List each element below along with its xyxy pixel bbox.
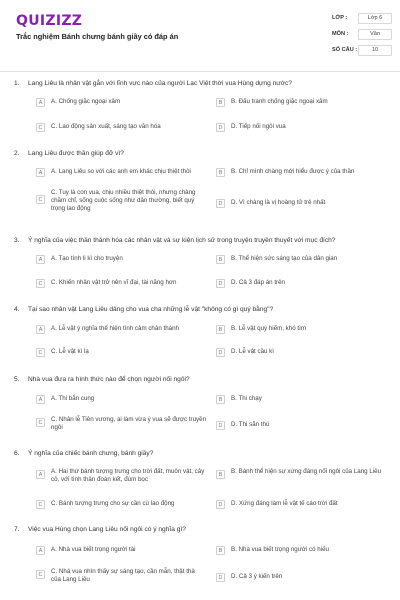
meta-grade	[332, 12, 392, 24]
question-7	[14, 524, 384, 534]
option-letter-box: A	[36, 168, 45, 177]
option-4b[interactable]	[216, 325, 386, 334]
option-letter-box: C	[36, 195, 45, 204]
option-letter-box: D	[216, 199, 225, 208]
question-text: Ý nghĩa của việc thần thánh hóa các nhân vật và sự kiện lịch sử trong truyện truyền thuyết với mục đích?	[28, 236, 336, 244]
option-text: C. Nhân lễ Tiên vương, ai làm vừa ý vua sẽ được truyền ngôi	[51, 416, 207, 431]
option-7b[interactable]	[216, 546, 386, 555]
meta-count	[332, 44, 392, 56]
question-number: 5.	[14, 375, 20, 383]
worksheet-header	[0, 0, 400, 72]
meta-grade-label: LỚP :	[332, 15, 348, 21]
option-2c[interactable]	[36, 189, 206, 213]
option-text: A. Thi bắn cung	[51, 395, 95, 402]
option-4a[interactable]	[36, 325, 212, 334]
option-text: C. Nhà vua nhìn thấy sự sáng tạo, cần mẫn, thật thà của Lang Liêu	[51, 568, 195, 583]
option-letter-box: B	[216, 255, 225, 264]
option-text: D. Tiếp nối ngôi vua	[231, 123, 286, 130]
option-6a[interactable]	[36, 468, 210, 484]
option-6b[interactable]	[216, 468, 386, 479]
question-text: Nhà vua đưa ra hình thức nào để chọn người nối ngôi?	[28, 375, 190, 383]
question-text: Lang Liêu là nhân vật gắn với lĩnh vực nào của người Lạc Việt thời vua Hùng dựng nước?	[28, 79, 292, 87]
meta-grade-value: Lớp 6	[358, 13, 392, 24]
option-2d[interactable]	[216, 199, 386, 208]
option-text: B. Thể hiện sức sáng tạo của dân gian	[231, 255, 338, 262]
option-letter-box: A	[36, 470, 45, 479]
meta-count-label: SỐ CÂU :	[332, 47, 358, 53]
option-text: A. Chống giặc ngoại xâm	[51, 98, 121, 105]
option-text: D. Cả 3 ý kiến trên	[231, 573, 283, 580]
question-number: 4.	[14, 305, 20, 313]
option-6c[interactable]	[36, 500, 206, 509]
option-text: A. Lang Liêu so với các anh em khác chịu thiệt thòi	[51, 168, 191, 175]
option-1c[interactable]	[36, 123, 206, 132]
question-number: 3.	[14, 236, 20, 244]
option-5d[interactable]	[216, 421, 386, 430]
option-6d[interactable]	[216, 500, 386, 509]
option-letter-box: A	[36, 395, 45, 404]
option-letter-box: B	[216, 546, 225, 555]
option-letter-box: A	[36, 325, 45, 334]
option-text: B. Lễ vật quý hiếm, khó tìm	[231, 325, 306, 332]
option-letter-box: B	[216, 168, 225, 177]
meta-subject-value: Văn	[358, 29, 392, 40]
question-2	[14, 148, 384, 158]
question-text: Tại sao nhân vật Lang Liêu dâng cho vua cha những lễ vật "không có gì quý bằng"?	[28, 305, 274, 313]
option-text: B. Chỉ mình chàng mới hiểu được ý của thần	[231, 168, 355, 175]
question-5	[14, 374, 384, 384]
option-7d[interactable]	[216, 573, 386, 582]
meta-subject-label: MÔN :	[332, 31, 349, 37]
option-2a[interactable]	[36, 168, 212, 177]
option-letter-box: D	[216, 123, 225, 132]
option-3a[interactable]	[36, 255, 206, 264]
question-4	[14, 304, 384, 314]
option-text: A. Lễ vật ý nghĩa thể hiện tình cảm chân thành	[51, 325, 179, 332]
option-text: C. Khiến nhân vật trở nên vĩ đại, tài năng hơn	[51, 279, 177, 286]
option-text: A. Nhà vua biết trọng người tài	[51, 546, 136, 553]
option-letter-box: C	[36, 348, 45, 357]
option-text: C. Lễ vật kì lạ	[51, 348, 89, 355]
question-text: Việc vua Hùng chọn Lang Liêu nối ngôi có ý nghĩa gì?	[28, 525, 186, 533]
option-5c[interactable]	[36, 416, 206, 432]
question-number: 2.	[14, 149, 20, 157]
option-3d[interactable]	[216, 279, 386, 288]
option-1a[interactable]	[36, 98, 206, 107]
option-5a[interactable]	[36, 395, 206, 404]
option-2b[interactable]	[216, 168, 388, 177]
option-5b[interactable]	[216, 395, 386, 404]
option-7a[interactable]	[36, 546, 206, 555]
question-6	[14, 448, 384, 458]
option-letter-box: B	[216, 98, 225, 107]
question-number: 1.	[14, 79, 20, 87]
option-text: A. Hai thứ bánh tượng trưng cho trời đất, muôn vật, cây cỏ, với tình thân đoàn kết, đùm bọc	[51, 468, 205, 483]
question-3	[14, 235, 384, 245]
question-1	[14, 78, 384, 88]
option-letter-box: D	[216, 573, 225, 582]
meta-subject	[332, 28, 392, 40]
option-3b[interactable]	[216, 255, 386, 264]
question-text: Lang Liêu được thần giúp đỡ vì?	[28, 149, 124, 157]
question-text: Ý nghĩa của chiếc bánh chưng, bánh giầy?	[28, 449, 154, 457]
option-1d[interactable]	[216, 123, 386, 132]
option-text: B. Đấu tranh chống giặc ngoại xâm	[231, 98, 328, 105]
option-text: D. Cả 3 đáp án trên	[231, 279, 286, 286]
option-7c[interactable]	[36, 568, 206, 584]
option-text: D. Thi săn thú	[231, 421, 270, 428]
question-number: 6.	[14, 449, 20, 457]
option-letter-box: A	[36, 546, 45, 555]
option-text: B. Nhà vua biết trọng người có hiếu	[231, 546, 329, 553]
option-letter-box: A	[36, 255, 45, 264]
option-text: C. Bánh tượng trưng cho sự cần cù lao động	[51, 500, 175, 507]
worksheet-title: Trắc nghiệm Bánh chưng bánh giầy có đáp án	[16, 32, 179, 41]
option-text: A. Tạo tính li kì cho truyện	[51, 255, 123, 262]
option-1b[interactable]	[216, 98, 386, 107]
option-letter-box: C	[36, 500, 45, 509]
option-text: D. Lễ vật cầu kì	[231, 348, 274, 355]
option-text: C. Tuy là con vua, chịu nhiều thiệt thòi, nhưng chàng chăm chỉ, sống cuộc sống như dân thường, biết quý trọng lao động	[51, 189, 196, 212]
option-4d[interactable]	[216, 348, 386, 357]
option-letter-box: C	[36, 418, 45, 427]
meta-count-value: 10	[358, 45, 392, 56]
option-text: B. Bánh thể hiện sự xứng đáng nối ngôi của Lang Liêu	[231, 468, 382, 475]
option-text: C. Lao động sản xuất, sáng tạo văn hóa	[51, 123, 161, 130]
option-text: D. Xứng đáng làm lễ vật tế cáo trời đất	[231, 500, 338, 507]
option-letter-box: D	[216, 348, 225, 357]
option-letter-box: C	[36, 570, 45, 579]
quizizz-logo: QUIZIZZ	[16, 13, 83, 29]
option-letter-box: A	[36, 98, 45, 107]
option-letter-box: B	[216, 325, 225, 334]
option-3c[interactable]	[36, 279, 206, 288]
option-text: D. Vì chàng là vị hoàng tử trẻ nhất	[231, 199, 326, 206]
option-letter-box: B	[216, 470, 225, 479]
option-4c[interactable]	[36, 348, 206, 357]
option-text: B. Thi chạy	[231, 395, 262, 402]
option-letter-box: B	[216, 395, 225, 404]
option-letter-box: C	[36, 279, 45, 288]
option-letter-box: D	[216, 421, 225, 430]
option-letter-box: D	[216, 500, 225, 509]
option-letter-box: C	[36, 123, 45, 132]
question-number: 7.	[14, 525, 20, 533]
option-letter-box: D	[216, 279, 225, 288]
